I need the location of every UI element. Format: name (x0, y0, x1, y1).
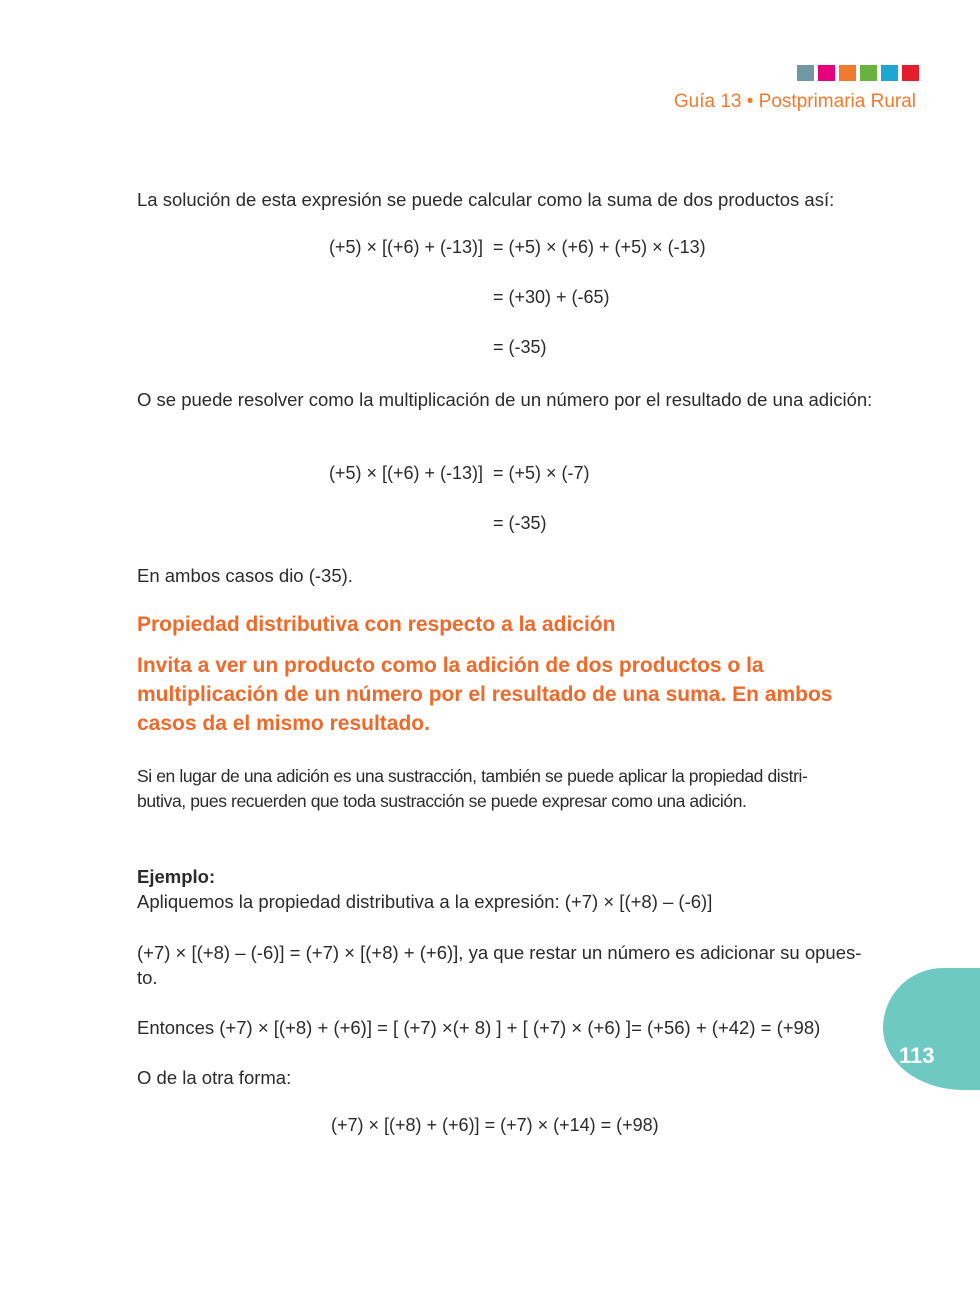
header-title: Guía 13 • Postprimaria Rural (673, 91, 916, 112)
example-step2: Entonces (+7) × [(+8) + (+6)] = [ (+7) ×(+ 8) ] + [ (+7) × (+6) ]= (+56) + (+42) = (+98) (137, 1017, 821, 1038)
note-line: butiva, pues recuerden que toda sustracción se puede expresar como una adición. (137, 791, 747, 811)
example-final: (+7) × [(+8) + (+6)] = (+7) × (+14) = (+98) (331, 1115, 659, 1135)
step1-line: (+7) × [(+8) – (-6)] = (+7) × [(+8) + (+6)], ya que restar un número es adicionar su opues- (137, 942, 862, 963)
color-squares (797, 65, 919, 81)
example-step1 (137, 940, 861, 990)
section-heading: Propiedad distributiva con respecto a la adición (137, 613, 616, 636)
example-alt: O de la otra forma: (137, 1067, 292, 1088)
page-number: 113 (899, 1043, 935, 1068)
subheading-line: casos da el mismo resultado. (137, 712, 430, 735)
subheading-line: Invita a ver un producto como la adición de dos productos o la (137, 654, 764, 677)
color-square (860, 65, 877, 81)
calc2-lhs: (+5) × [(+6) + (-13)] (328, 463, 483, 483)
intro-text: La solución de esta expresión se puede calcular como la suma de dos productos así: (137, 189, 835, 210)
conclusion-text: En ambos casos dio (-35). (137, 565, 353, 586)
color-square (881, 65, 898, 81)
note-text (137, 764, 807, 814)
calc1-line1: = (+5) × (+6) + (+5) × (-13) (493, 237, 706, 257)
color-square (902, 65, 919, 81)
alt-text: O se puede resolver como la multiplicación de un número por el resultado de una adición: (137, 389, 873, 410)
page-number-tab (883, 968, 980, 1090)
example-intro: Apliquemos la propiedad distributiva a la expresión: (+7) × [(+8) – (-6)] (137, 891, 713, 912)
calc1-line2: = (+30) + (-65) (493, 287, 610, 307)
color-square (818, 65, 835, 81)
calc1-lhs: (+5) × [(+6) + (-13)] (328, 237, 483, 257)
calc2-line1: = (+5) × (-7) (493, 463, 590, 483)
section-subheading (137, 651, 832, 738)
calc2-line2: = (-35) (493, 513, 547, 533)
calc1-line3: = (-35) (493, 337, 547, 357)
color-square (839, 65, 856, 81)
example-label: Ejemplo: (137, 866, 216, 887)
color-square (797, 65, 814, 81)
note-line: Si en lugar de una adición es una sustracción, también se puede aplicar la propiedad distri- (137, 766, 808, 786)
subheading-line: multiplicación de un número por el resultado de una suma. En ambos (137, 683, 833, 706)
step1-line: to. (137, 967, 158, 988)
